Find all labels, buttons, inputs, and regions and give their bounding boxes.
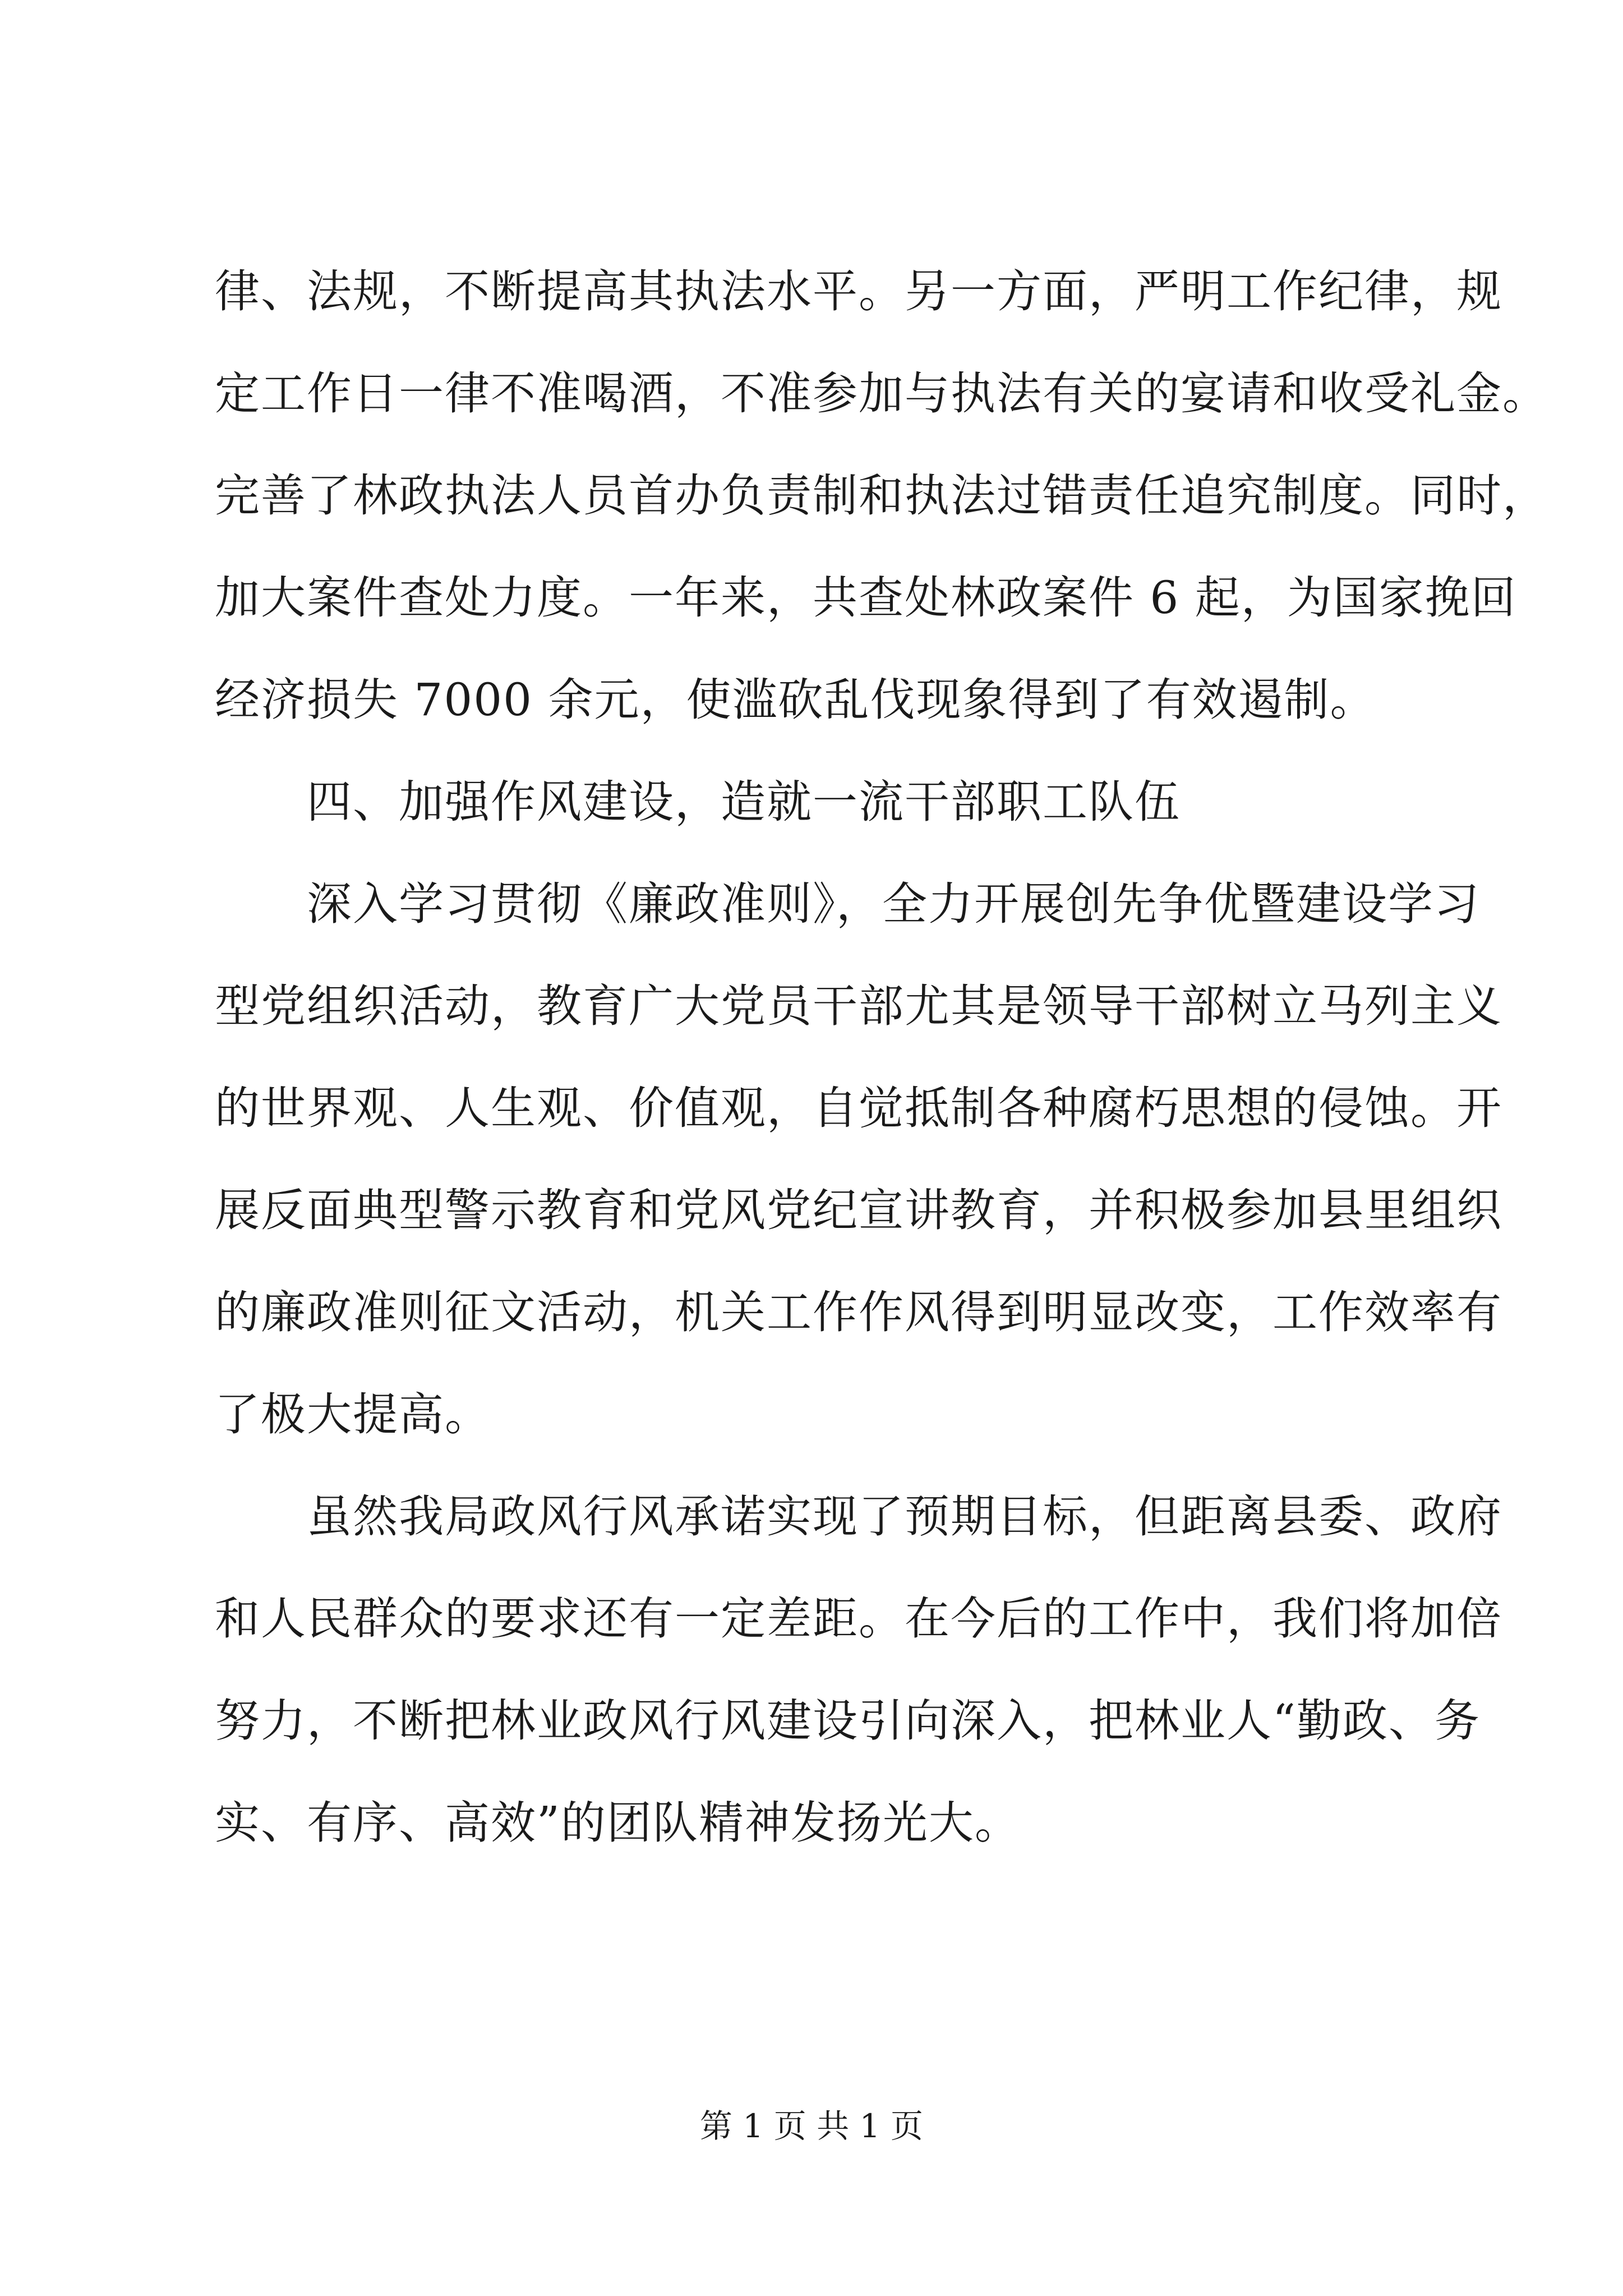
page-footer: 第 1 页 共 1 页 bbox=[700, 2107, 923, 2145]
text-line: 努力，不断把林业政风行风建设引向深入，把林业人“勤政、务 bbox=[215, 1695, 1481, 1747]
text-line: 虽然我局政风行风承诺实现了预期目标，但距离县委、政府 bbox=[215, 1490, 1502, 1543]
text-line: 了极大提高。 bbox=[215, 1388, 491, 1441]
text-line: 深入学习贯彻《廉政准则》，全力开展创先争优暨建设学习 bbox=[215, 878, 1480, 930]
text-line: 的世界观、人生观、价值观，自觉抵制各种腐朽思想的侵蚀。开 bbox=[215, 1082, 1502, 1134]
text-line: 和人民群众的要求还有一定差距。在今后的工作中，我们将加倍 bbox=[215, 1593, 1502, 1645]
text-line: 定工作日一律不准喝酒，不准参加与执法有关的宴请和收受礼金。 bbox=[215, 367, 1548, 420]
section-heading: 四、加强作风建设，造就一流干部职工队伍 bbox=[215, 776, 1181, 828]
text-line: 的廉政准则征文活动，机关工作作风得到明显改变，工作效率有 bbox=[215, 1286, 1502, 1338]
text-line: 完善了林政执法人员首办负责制和执法过错责任追究制度。同时， bbox=[215, 470, 1548, 522]
text-line: 律、法规，不断提高其执法水平。另一方面，严明工作纪律，规 bbox=[215, 265, 1502, 318]
text-line: 型党组织活动，教育广大党员干部尤其是领导干部树立马列主义 bbox=[215, 980, 1502, 1032]
text-line: 加大案件查处力度。一年来，共查处林政案件 6 起，为国家挽回 bbox=[215, 572, 1517, 624]
text-line: 实、有序、高效”的团队精神发扬光大。 bbox=[215, 1797, 1021, 1849]
body-text bbox=[215, 264, 1548, 1897]
text-line: 展反面典型警示教育和党风党纪宣讲教育，并积极参加县里组织 bbox=[215, 1184, 1502, 1236]
text-line: 经济损失 7000 余元，使滥砍乱伐现象得到了有效遏制。 bbox=[215, 674, 1376, 726]
